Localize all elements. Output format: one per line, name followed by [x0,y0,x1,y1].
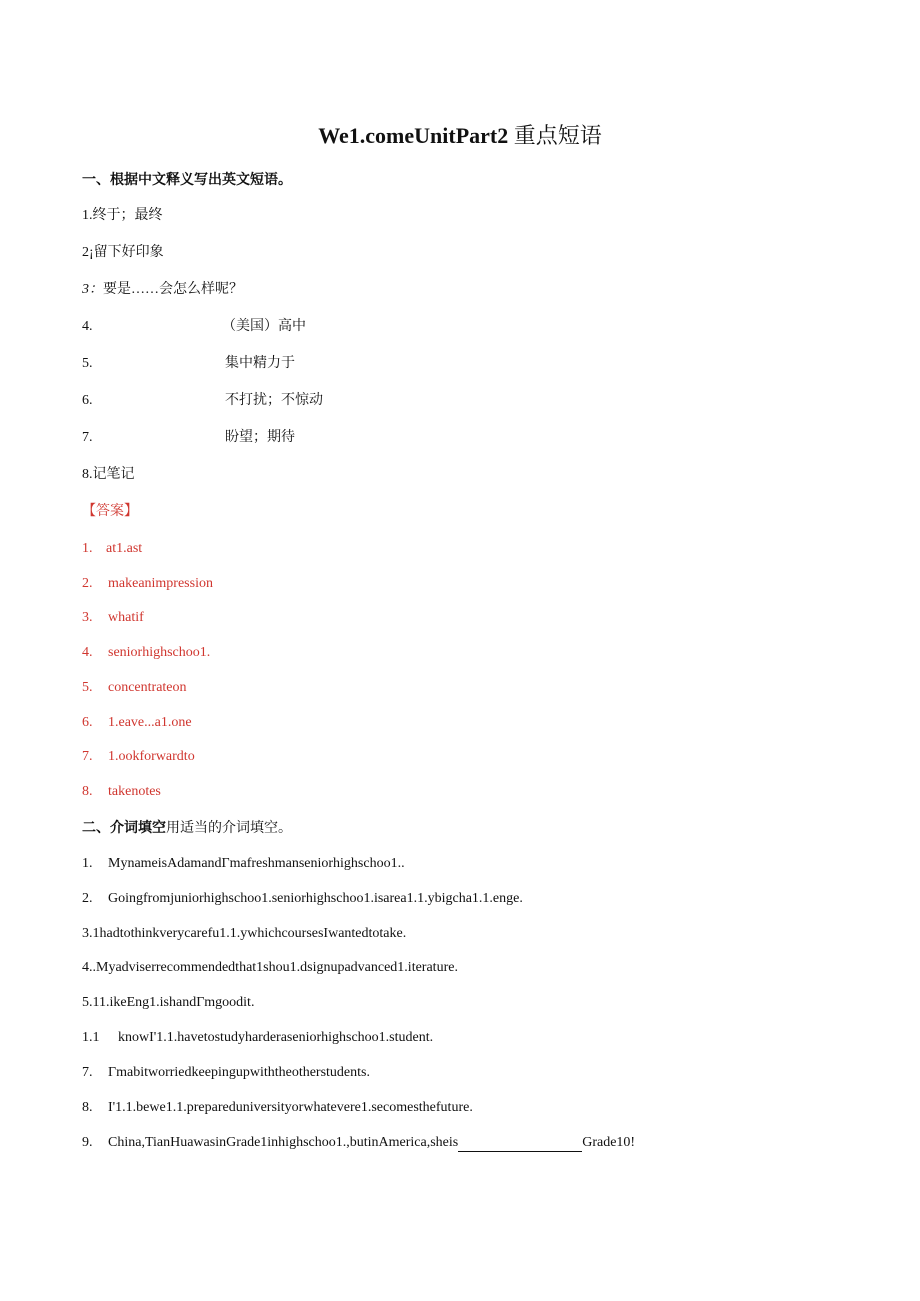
item-text: takenotes [108,784,161,799]
answer-item-1 [82,540,142,558]
section2-item-3: 3.1hadtothinkverycarefu1.1.ywhichcoursesIwantedtotake. [82,926,407,941]
item-number: 8. [82,467,93,482]
answer-item-6 [82,714,192,732]
section2-item-5: 5.11.ikeEng1.ishandΓmgoodit. [82,995,255,1010]
section1-item-1 [82,207,163,225]
answer-item-8 [82,783,161,801]
item-text: 留下好印象 [93,245,164,260]
section1-item-2 [82,244,164,262]
section1-item-3 [82,281,243,299]
item-number: 7. [82,430,93,445]
item-number: 2¡ [82,245,94,260]
item-number: 7. [82,749,93,764]
section1-item-6-text: 不打扰；不惊动 [225,393,323,408]
section1-item-7 [82,429,93,447]
section1-heading: 一、根据中文释义写出英文短语。 [82,172,292,188]
item-text: at1.ast [106,541,143,556]
page-title [0,122,920,150]
item-number: 1. [82,208,93,223]
item-number: 6. [82,393,93,408]
section2-heading [82,819,292,838]
item-number: 1. [82,541,93,556]
item-number: 8. [82,1100,93,1115]
item-number: 5. [82,356,93,371]
section2-item-8 [82,1099,473,1117]
item-text: 1.ookforwardto [108,749,195,764]
section2-item-1 [82,855,405,873]
item-number: 4. [82,319,93,334]
item-text: China,TianHuawasinGrade1inhighschoo1.,butinAmerica,sheis [108,1135,459,1150]
item-number: 6. [82,715,93,730]
item-text: concentrateon [108,680,187,695]
item-text: 终于；最终 [92,208,163,223]
answer-item-3 [82,609,144,627]
item-text: I'1.1.bewe1.1.prepareduniversityorwhatevere1.secomesthefuture. [108,1100,473,1115]
section1-item-4-text: （美国）高中 [222,319,306,334]
section2-item-7 [82,1064,370,1082]
item-text: Γmabitworriedkeepingupwiththeotherstudents. [108,1065,370,1080]
item-number: 7. [82,1065,93,1080]
section1-item-8 [82,466,135,484]
section2-item-2 [82,890,523,908]
answer-item-7 [82,748,195,766]
item-text: seniorhighschoo1. [108,645,211,660]
item-number: 5. [82,680,93,695]
item-text: MynameisAdamandΓmafreshmanseniorhighschoo1.. [108,856,405,871]
section2-item-4: 4..Myadviserrecommendedthat1shou1.dsignupadvanced1.iterature. [82,960,458,975]
section1-item-7-text: 盼望；期待 [225,430,295,445]
item-number: 3. [82,610,93,625]
answer-item-4 [82,644,210,662]
item-number: 1.1 [82,1030,100,1045]
item-text: 要是……会怎么样呢？ [103,282,243,297]
title-english: We1.comeUnitPart2 [318,123,509,148]
item-number: 2. [82,891,93,906]
item-text: 1.eave...a1.one [108,715,192,730]
item-number: 2. [82,576,93,591]
title-chinese: 重点短语 [513,123,602,148]
item-number: 9. [82,1135,93,1150]
answer-label: 【答案】 [82,504,138,519]
section1-item-4 [82,318,93,336]
section1-item-5 [82,355,93,373]
answer-item-2 [82,575,213,593]
answer-item-5 [82,679,187,697]
item-text: Goingfromjuniorhighschoo1.seniorhighschoo1.isarea1.1.ybigcha1.1.enge. [108,891,523,906]
item-number: 3： [82,282,103,297]
section2-item-6 [82,1029,433,1047]
item-text: whatif [108,610,144,625]
section1-item-6 [82,392,93,410]
item-text: knowI'1.1.havetostudyharderaseniorhighschoo1.student. [118,1030,434,1045]
item-text-after: Grade10! [582,1135,636,1150]
item-number: 4. [82,645,93,660]
answer-blank[interactable] [458,1137,582,1152]
item-text: makeanimpression [108,576,213,591]
section2-heading-bold: 二、介词填空 [82,820,166,836]
section2-heading-rest: 用适当的介词填空。 [166,820,292,836]
section1-item-5-text: 集中精力于 [225,356,295,371]
section2-item-9 [82,1134,635,1152]
item-text: 记笔记 [92,467,135,482]
item-number: 1. [82,856,93,871]
item-number: 8. [82,784,93,799]
